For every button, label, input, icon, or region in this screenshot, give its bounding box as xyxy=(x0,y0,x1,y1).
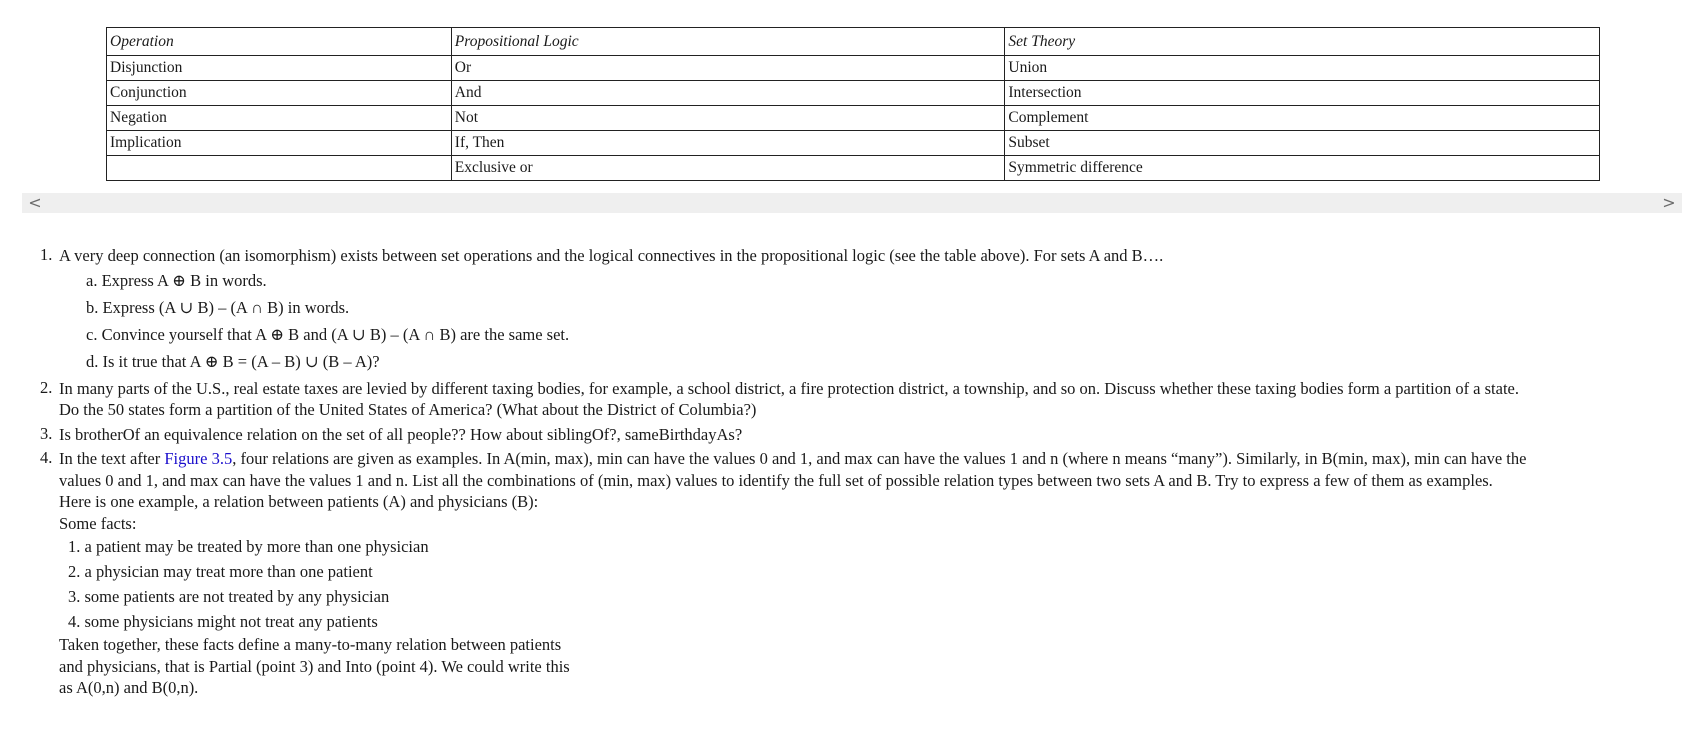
table-row xyxy=(107,106,1600,131)
fact-item: 3. some patients are not treated by any physician xyxy=(68,587,390,606)
text-fragment: , four relations are given as examples. In A(min, max), min can have the values 0 and 1, and max can have the values 1 and n (where n means “many”). Similarly, in B(min, max), min can have the xyxy=(232,449,1527,468)
question-text-line: In many parts of the U.S., real estate taxes are levied by different taxing bodies, for example, a school district, a fire protection district, a township, and so on. Discuss whether these taxing bodies form a partition of a state. xyxy=(59,378,1519,398)
question-2 xyxy=(40,378,1680,421)
horizontal-scrollbar[interactable] xyxy=(22,193,1682,213)
closing-text-line: and physicians, that is Partial (point 3) and Into (point 4). We could write this xyxy=(59,656,570,676)
fact-item: 4. some physicians might not treat any patients xyxy=(68,612,378,631)
question-3 xyxy=(40,424,1680,446)
table-header-row xyxy=(107,28,1600,56)
fact-item: 1. a patient may be treated by more than one physician xyxy=(68,537,429,556)
table-cell: Conjunction xyxy=(107,81,452,106)
table-cell: Complement xyxy=(1005,106,1600,131)
closing-text-line: Taken together, these facts define a many-to-many relation between patients xyxy=(59,635,562,654)
scroll-right-icon[interactable]: > xyxy=(1662,193,1676,212)
table-cell xyxy=(107,156,452,181)
table-cell: Not xyxy=(451,106,1005,131)
question-1 xyxy=(40,245,1680,375)
question-text-line: values 0 and 1, and max can have the values 1 and n. List all the combinations of (min, max) values to identify the full set of possible relation types between two sets A and B. Try to express a few of them as examples. xyxy=(59,470,1493,490)
table-cell: Symmetric difference xyxy=(1005,156,1600,181)
table-cell: Exclusive or xyxy=(451,156,1005,181)
table-row xyxy=(107,81,1600,106)
fact-item: 2. a physician may treat more than one patient xyxy=(68,562,373,581)
table-cell: Negation xyxy=(107,106,452,131)
table-cell: If, Then xyxy=(451,131,1005,156)
header-propositional-logic: Propositional Logic xyxy=(451,28,1005,56)
question-number: 3. xyxy=(40,423,53,443)
question-4 xyxy=(40,448,1680,699)
question-text-line: Here is one example, a relation between patients (A) and physicians (B): xyxy=(59,492,539,511)
question-number: 1. xyxy=(40,245,53,264)
table-cell: Intersection xyxy=(1005,81,1600,106)
sub-question-d: d. Is it true that A ⊕ B = (A – B) ∪ (B – A)? xyxy=(86,351,380,371)
header-set-theory: Set Theory xyxy=(1005,28,1600,56)
operations-table xyxy=(106,27,1600,181)
table-row xyxy=(107,56,1600,81)
question-text-line: Some facts: xyxy=(59,513,137,533)
table-row xyxy=(107,131,1600,156)
header-operation: Operation xyxy=(107,28,452,56)
question-number: 4. xyxy=(40,448,53,467)
table-cell: And xyxy=(451,81,1005,106)
sub-question-c: c. Convince yourself that A ⊕ B and (A ∪ B) – (A ∩ B) are the same set. xyxy=(86,324,570,344)
table-cell: Subset xyxy=(1005,131,1600,156)
sub-question-b: b. Express (A ∪ B) – (A ∩ B) in words. xyxy=(86,297,350,317)
question-text-line xyxy=(59,448,1680,470)
figure-3-5-link[interactable]: Figure 3.5 xyxy=(164,449,233,468)
exercise-list xyxy=(40,245,1680,699)
question-text: Is brotherOf an equivalence relation on the set of all people?? How about siblingOf?, sameBirthdayAs? xyxy=(59,424,743,444)
table-cell: Implication xyxy=(107,131,452,156)
table-cell: Union xyxy=(1005,56,1600,81)
closing-text-line: as A(0,n) and B(0,n). xyxy=(59,678,199,697)
text-fragment: In the text after xyxy=(59,449,165,468)
table-cell: Disjunction xyxy=(107,56,452,81)
table-cell: Or xyxy=(451,56,1005,81)
table-row xyxy=(107,156,1600,181)
question-number: 2. xyxy=(40,377,53,397)
isomorphism-table-container xyxy=(106,27,1600,181)
sub-question-a: a. Express A ⊕ B in words. xyxy=(86,270,267,290)
question-text: A very deep connection (an isomorphism) exists between set operations and the logical connectives in the propositional logic (see the table above). For sets A and B…. xyxy=(59,246,1164,265)
question-text-line: Do the 50 states form a partition of the United States of America? (What about the District of Columbia?) xyxy=(59,400,757,419)
scroll-left-icon[interactable]: < xyxy=(28,193,42,212)
